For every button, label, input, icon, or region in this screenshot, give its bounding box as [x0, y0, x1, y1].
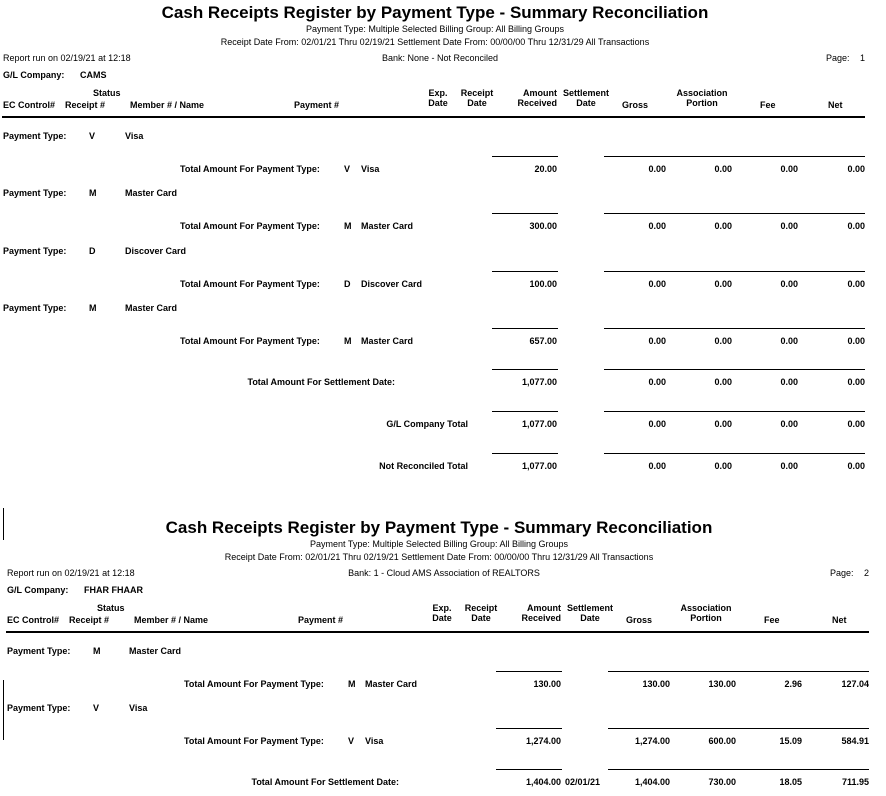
- summary-fee: 18.05: [779, 777, 802, 787]
- col-member: Member # / Name: [130, 100, 205, 110]
- payment-type-code: V: [89, 131, 96, 141]
- page-label: Page:: [826, 53, 850, 63]
- summary-assoc: 0.00: [714, 461, 732, 471]
- header-rule: [6, 631, 869, 633]
- header-rule: [2, 116, 865, 118]
- summary-line: [496, 769, 562, 770]
- payment-type-code: M: [89, 188, 97, 198]
- summary-amount: 1,077.00: [521, 419, 557, 429]
- gl-company-total-label: G/L Company Total: [386, 419, 468, 429]
- total-name: Master Card: [365, 679, 418, 689]
- total-assoc: 600.00: [708, 736, 736, 746]
- report-run-timestamp: Report run on 02/19/21 at 12:18: [7, 568, 135, 578]
- total-name: Master Card: [361, 221, 414, 231]
- total-label: Total Amount For Payment Type:: [184, 736, 324, 746]
- subtotal-line: [604, 271, 865, 272]
- subtotal-line: [492, 213, 558, 214]
- settlement-date-total-label: Total Amount For Settlement Date:: [247, 377, 395, 387]
- subtotal-line: [604, 156, 865, 157]
- total-code: M: [344, 221, 352, 231]
- total-code: D: [344, 279, 351, 289]
- total-net: 0.00: [847, 164, 865, 174]
- summary-line: [604, 411, 865, 412]
- total-gross: 1,274.00: [634, 736, 670, 746]
- payment-type-label: Payment Type:: [3, 303, 67, 313]
- total-fee: 0.00: [780, 279, 798, 289]
- total-code: V: [348, 736, 355, 746]
- page-number: 1: [860, 53, 866, 63]
- subtotal-line: [496, 671, 562, 672]
- col-receipt-no: Receipt #: [69, 615, 110, 625]
- total-amount: 300.00: [529, 221, 557, 231]
- total-assoc: 0.00: [714, 279, 732, 289]
- total-label: Total Amount For Payment Type:: [180, 221, 320, 231]
- total-fee: 0.00: [780, 164, 798, 174]
- summary-fee: 0.00: [780, 377, 798, 387]
- total-net: 0.00: [847, 221, 865, 231]
- total-label: Total Amount For Payment Type:: [180, 164, 320, 174]
- summary-assoc: 0.00: [714, 419, 732, 429]
- total-amount: 20.00: [534, 164, 557, 174]
- subtotal-line: [608, 671, 869, 672]
- total-gross: 130.00: [642, 679, 670, 689]
- summary-gross: 1,404.00: [634, 777, 670, 787]
- report-title: Cash Receipts Register by Payment Type - Summary Reconciliation: [165, 518, 713, 537]
- subtotal-line: [496, 728, 562, 729]
- settlement-date-total-label: Total Amount For Settlement Date:: [251, 777, 399, 787]
- col-exp-date: Exp. Date: [432, 603, 452, 623]
- summary-fee: 0.00: [780, 461, 798, 471]
- page-number: 2: [864, 568, 870, 578]
- col-settlement-date: Settlement Date: [566, 603, 613, 623]
- summary-amount: 1,077.00: [521, 461, 557, 471]
- summary-line: [608, 769, 869, 770]
- subtotal-line: [492, 156, 558, 157]
- total-amount: 100.00: [529, 279, 557, 289]
- col-association-portion: Association Portion: [680, 603, 732, 623]
- subtotal-line: [492, 328, 558, 329]
- col-fee: Fee: [764, 615, 780, 625]
- total-fee: 0.00: [780, 336, 798, 346]
- page-label: Page:: [830, 568, 854, 578]
- col-settlement-date: Settlement Date: [562, 88, 609, 108]
- col-net: Net: [832, 615, 847, 625]
- summary-line: [604, 369, 865, 370]
- date-filter: Receipt Date From: 02/01/21 Thru 02/19/21 Settlement Date From: 00/00/00 Thru 12/31/29 All Transactions: [220, 37, 650, 47]
- total-gross: 0.00: [648, 279, 666, 289]
- total-gross: 0.00: [648, 164, 666, 174]
- summary-fee: 0.00: [780, 419, 798, 429]
- total-name: Visa: [365, 736, 384, 746]
- total-assoc: 0.00: [714, 336, 732, 346]
- subtotal-line: [608, 728, 869, 729]
- col-gross: Gross: [622, 100, 649, 110]
- total-code: M: [348, 679, 356, 689]
- summary-amount: 1,077.00: [521, 377, 557, 387]
- payment-type-label: Payment Type:: [3, 246, 67, 256]
- total-gross: 0.00: [648, 221, 666, 231]
- total-name: Visa: [361, 164, 380, 174]
- summary-assoc: 0.00: [714, 377, 732, 387]
- col-payment-no: Payment #: [294, 100, 340, 110]
- total-amount: 130.00: [533, 679, 561, 689]
- payment-type-code: V: [93, 703, 100, 713]
- total-code: M: [344, 336, 352, 346]
- col-payment-no: Payment #: [298, 615, 344, 625]
- payment-type-label: Payment Type:: [7, 646, 71, 656]
- col-association-portion: Association Portion: [676, 88, 728, 108]
- total-label: Total Amount For Payment Type:: [184, 679, 324, 689]
- total-net: 0.00: [847, 336, 865, 346]
- col-fee: Fee: [760, 100, 776, 110]
- total-label: Total Amount For Payment Type:: [180, 279, 320, 289]
- subtotal-line: [604, 328, 865, 329]
- payment-type-name: Visa: [125, 131, 144, 141]
- not-reconciled-total-label: Not Reconciled Total: [379, 461, 468, 471]
- col-amount-received: Amount Received: [517, 88, 557, 108]
- total-fee: 2.96: [784, 679, 802, 689]
- col-net: Net: [828, 100, 843, 110]
- gl-company-value: CAMS: [80, 70, 107, 80]
- col-receipt-no: Receipt #: [65, 100, 106, 110]
- payment-type-name: Master Card: [125, 188, 178, 198]
- total-assoc: 0.00: [714, 164, 732, 174]
- col-status: Status: [93, 88, 121, 98]
- total-assoc: 0.00: [714, 221, 732, 231]
- total-name: Discover Card: [361, 279, 423, 289]
- total-net: 0.00: [847, 279, 865, 289]
- col-receipt-date: Receipt Date: [460, 88, 494, 108]
- summary-net: 711.95: [841, 777, 869, 787]
- gl-company-value: FHAR FHAAR: [84, 585, 143, 595]
- payment-type-label: Payment Type:: [7, 703, 71, 713]
- summary-line: [492, 369, 558, 370]
- col-amount-received: Amount Received: [521, 603, 561, 623]
- summary-settlement-date: 02/01/21: [565, 777, 601, 787]
- summary-gross: 0.00: [648, 461, 666, 471]
- subtotal-line: [492, 271, 558, 272]
- total-label: Total Amount For Payment Type:: [180, 336, 320, 346]
- summary-net: 0.00: [847, 461, 865, 471]
- total-assoc: 130.00: [708, 679, 736, 689]
- summary-assoc: 730.00: [708, 777, 736, 787]
- col-ec-control: EC Control#: [3, 100, 56, 110]
- total-name: Master Card: [361, 336, 414, 346]
- date-filter: Receipt Date From: 02/01/21 Thru 02/19/21 Settlement Date From: 00/00/00 Thru 12/31/29 All Transactions: [224, 552, 654, 562]
- total-fee: 0.00: [780, 221, 798, 231]
- column-header-row: [0, 88, 870, 118]
- payment-type-filter: Payment Type: Multiple Selected Billing Group: All Billing Groups: [306, 24, 564, 34]
- payment-type-name: Master Card: [125, 303, 178, 313]
- total-amount: 657.00: [529, 336, 557, 346]
- payment-type-label: Payment Type:: [3, 131, 67, 141]
- report-page-2: [4, 515, 874, 796]
- payment-type-name: Visa: [129, 703, 148, 713]
- report-title: Cash Receipts Register by Payment Type - Summary Reconciliation: [161, 3, 709, 22]
- payment-type-filter: Payment Type: Multiple Selected Billing Group: All Billing Groups: [310, 539, 568, 549]
- summary-line: [492, 411, 558, 412]
- bank-label: Bank: 1 - Cloud AMS Association of REALTORS: [348, 568, 540, 578]
- col-exp-date: Exp. Date: [428, 88, 448, 108]
- summary-net: 0.00: [847, 377, 865, 387]
- payment-type-name: Discover Card: [125, 246, 187, 256]
- total-gross: 0.00: [648, 336, 666, 346]
- payment-type-code: D: [89, 246, 96, 256]
- col-status: Status: [97, 603, 125, 613]
- col-gross: Gross: [626, 615, 653, 625]
- total-code: V: [344, 164, 351, 174]
- bank-label: Bank: None - Not Reconciled: [381, 53, 499, 63]
- summary-line: [604, 453, 865, 454]
- summary-net: 0.00: [847, 419, 865, 429]
- gl-company-label: G/L Company:: [3, 70, 65, 80]
- total-amount: 1,274.00: [525, 736, 561, 746]
- payment-type-code: M: [93, 646, 101, 656]
- report-run-timestamp: Report run on 02/19/21 at 12:18: [3, 53, 131, 63]
- summary-gross: 0.00: [648, 377, 666, 387]
- column-header-row: [4, 603, 874, 633]
- summary-gross: 0.00: [648, 419, 666, 429]
- gl-company-label: G/L Company:: [7, 585, 69, 595]
- payment-type-code: M: [89, 303, 97, 313]
- payment-type-name: Master Card: [129, 646, 182, 656]
- total-net: 584.91: [841, 736, 869, 746]
- summary-amount: 1,404.00: [525, 777, 561, 787]
- payment-type-label: Payment Type:: [3, 188, 67, 198]
- summary-line: [492, 453, 558, 454]
- subtotal-line: [604, 213, 865, 214]
- total-fee: 15.09: [779, 736, 802, 746]
- col-receipt-date: Receipt Date: [464, 603, 498, 623]
- col-member: Member # / Name: [134, 615, 209, 625]
- total-net: 127.04: [841, 679, 869, 689]
- col-ec-control: EC Control#: [7, 615, 60, 625]
